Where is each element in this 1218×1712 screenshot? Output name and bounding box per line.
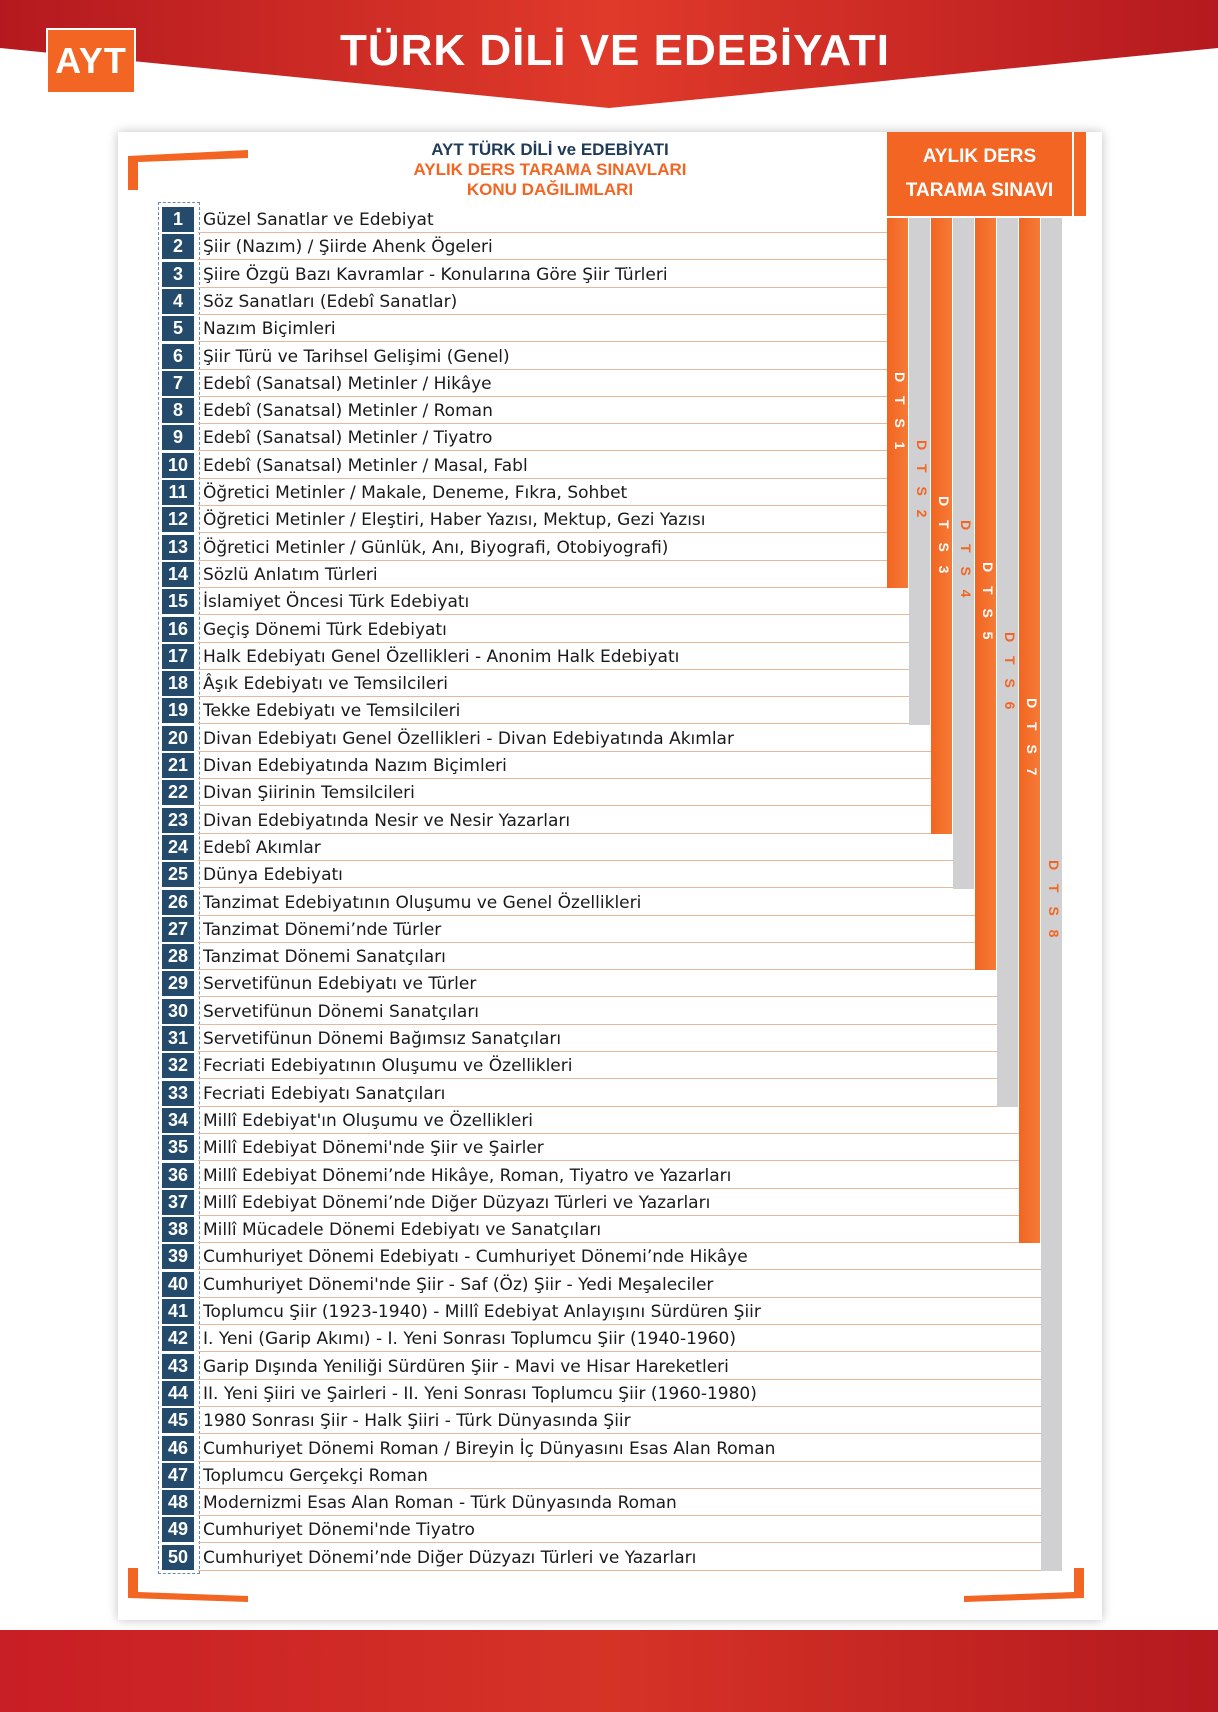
- topic-row: [158, 779, 886, 806]
- topic-number: 28: [162, 944, 194, 969]
- topic-number: 31: [162, 1026, 194, 1051]
- topic-number: 17: [162, 644, 194, 669]
- topic-number: 38: [162, 1217, 194, 1242]
- topic-row: [158, 834, 886, 861]
- topic-row: [158, 1107, 886, 1134]
- topic-title: Şiire Özgü Bazı Kavramlar - Konularına Göre Şiir Türleri: [203, 264, 668, 285]
- topic-row: [158, 861, 886, 888]
- topic-row: [158, 452, 886, 479]
- topic-row: [158, 643, 886, 670]
- topic-row: [158, 889, 886, 916]
- topic-row: [158, 370, 886, 397]
- topic-title: Divan Şiirinin Temsilcileri: [203, 783, 415, 804]
- topic-title: Modernizmi Esas Alan Roman - Türk Dünyasında Roman: [203, 1493, 677, 1514]
- topic-number: 34: [162, 1108, 194, 1133]
- topic-number: 7: [162, 371, 194, 396]
- topic-row: [158, 233, 886, 260]
- topic-row: [158, 288, 886, 315]
- topic-title: Millî Edebiyat Dönemi'nde Şiir ve Şairler: [203, 1138, 544, 1159]
- topic-title: Cumhuriyet Dönemi’nde Diğer Düzyazı Türleri ve Yazarları: [203, 1547, 697, 1568]
- topic-number: 32: [162, 1053, 194, 1078]
- topic-number: 11: [162, 480, 194, 505]
- topic-title: Tekke Edebiyatı ve Temsilcileri: [203, 701, 461, 722]
- topic-title: Şiir (Nazım) / Şiirde Ahenk Ögeleri: [203, 237, 493, 258]
- topic-title: Öğretici Metinler / Eleştiri, Haber Yazısı, Mektup, Gezi Yazısı: [203, 510, 706, 531]
- topic-number: 15: [162, 589, 194, 614]
- topic-row: [158, 1462, 886, 1489]
- topic-number: 48: [162, 1490, 194, 1515]
- topic-row: [158, 616, 886, 643]
- topic-number: 14: [162, 562, 194, 587]
- exam-label-dts-6: D T S 6: [1002, 632, 1018, 715]
- topic-title: I. Yeni (Garip Akımı) - I. Yeni Sonrası Toplumcu Şiir (1940-1960): [203, 1329, 736, 1350]
- topic-number: 16: [162, 617, 194, 642]
- topic-title: Cumhuriyet Dönemi'nde Tiyatro: [203, 1520, 475, 1541]
- topic-number: 46: [162, 1436, 194, 1461]
- topic-row: [158, 424, 886, 451]
- exam-label-dts-1: D T S 1: [892, 372, 908, 455]
- topic-row: [158, 697, 886, 724]
- topic-row: [158, 998, 886, 1025]
- topic-title: Millî Edebiyat Dönemi’nde Diğer Düzyazı Türleri ve Yazarları: [203, 1192, 711, 1213]
- topic-number: 24: [162, 835, 194, 860]
- topic-number: 8: [162, 398, 194, 423]
- exam-column-header: [887, 132, 1072, 216]
- topic-title: Tanzimat Edebiyatının Oluşumu ve Genel Özellikleri: [203, 892, 642, 913]
- topic-number: 2: [162, 234, 194, 259]
- topic-row: [158, 970, 886, 997]
- card-title: [300, 140, 800, 200]
- topic-row: [158, 807, 886, 834]
- topic-number: 5: [162, 316, 194, 341]
- topic-title: Öğretici Metinler / Makale, Deneme, Fıkra, Sohbet: [203, 483, 628, 503]
- topic-row: [158, 206, 886, 233]
- topic-title: Nazım Biçimleri: [203, 319, 336, 340]
- topic-title: II. Yeni Şiiri ve Şairleri - II. Yeni Sonrası Toplumcu Şiir (1960-1980): [203, 1383, 757, 1404]
- topic-title: Servetifünun Dönemi Sanatçıları: [203, 1001, 480, 1022]
- exam-label-dts-7: D T S 7: [1024, 698, 1040, 781]
- topic-title: Millî Edebiyat Dönemi’nde Hikâye, Roman, Tiyatro ve Yazarları: [203, 1165, 732, 1186]
- footer-bar: [0, 1630, 1218, 1712]
- corner-bracket-bottom-right: [964, 1568, 1084, 1604]
- topic-row: [158, 1162, 886, 1189]
- topic-title: Söz Sanatları (Edebî Sanatlar): [203, 291, 458, 312]
- topic-number: 25: [162, 862, 194, 887]
- topic-number: 27: [162, 917, 194, 942]
- topic-row: [158, 1353, 886, 1380]
- topic-row: [158, 1489, 886, 1516]
- topic-title: Öğretici Metinler / Günlük, Anı, Biyografi, Otobiyografi): [203, 537, 669, 558]
- topic-title: Divan Edebiyatı Genel Özellikleri - Divan Edebiyatında Akımlar: [203, 728, 734, 749]
- topic-title: Toplumcu Şiir (1923-1940) - Millî Edebiyat Anlayışını Sürdüren Şiir: [203, 1302, 761, 1322]
- topic-row: [158, 752, 886, 779]
- topic-number: 47: [162, 1463, 194, 1488]
- topic-number: 9: [162, 425, 194, 450]
- topic-number: 35: [162, 1135, 194, 1160]
- topic-row: [158, 916, 886, 943]
- topic-row: [158, 1407, 886, 1434]
- topic-title: Edebî Akımlar: [203, 837, 321, 858]
- topic-number: 4: [162, 289, 194, 314]
- topic-number: 43: [162, 1354, 194, 1379]
- topic-title: Fecriati Edebiyatı Sanatçıları: [203, 1083, 446, 1104]
- topic-title: Tanzimat Dönemi’nde Türler: [203, 919, 442, 940]
- topic-row: [158, 561, 886, 588]
- topic-title: Şiir Türü ve Tarihsel Gelişimi (Genel): [203, 346, 510, 367]
- topic-number: 12: [162, 507, 194, 532]
- exam-label-dts-5: D T S 5: [980, 562, 996, 645]
- topic-row: [158, 1025, 886, 1052]
- card-title-line3: KONU DAĞILIMLARI: [466, 180, 634, 199]
- topic-row: [158, 479, 886, 506]
- topic-title: Geçiş Dönemi Türk Edebiyatı: [203, 619, 447, 640]
- topic-title: Divan Edebiyatında Nazım Biçimleri: [203, 756, 507, 776]
- topic-number: 50: [162, 1545, 194, 1570]
- topic-number: 29: [162, 971, 194, 996]
- header-banner: [0, 0, 1218, 110]
- topic-number: 45: [162, 1408, 194, 1433]
- card-title-line2: AYLIK DERS TARAMA SINAVLARI: [413, 160, 687, 179]
- topic-title: Sözlü Anlatım Türleri: [203, 564, 378, 585]
- exam-label-dts-3: D T S 3: [936, 496, 952, 579]
- topic-number: 20: [162, 726, 194, 751]
- topic-title: Millî Edebiyat'ın Oluşumu ve Özellikleri: [203, 1110, 534, 1131]
- row-divider: [198, 1570, 1041, 1571]
- topic-row: [158, 1134, 886, 1161]
- topic-row: [158, 1544, 886, 1571]
- topic-number: 6: [162, 344, 194, 369]
- topic-title: Cumhuriyet Dönemi'nde Şiir - Saf (Öz) Şiir - Yedi Meşaleciler: [203, 1274, 714, 1295]
- topic-title: 1980 Sonrası Şiir - Halk Şiiri - Türk Dünyasında Şiir: [203, 1411, 631, 1432]
- topic-row: [158, 1435, 886, 1462]
- topic-row: [158, 588, 886, 615]
- topic-row: [158, 670, 886, 697]
- topic-title: Edebî (Sanatsal) Metinler / Masal, Fabl: [203, 455, 528, 476]
- topic-row: [158, 315, 886, 342]
- topic-number: 30: [162, 999, 194, 1024]
- exam-header-line2: TARAMA SINAVI: [905, 180, 1054, 201]
- topic-number: 41: [162, 1299, 194, 1324]
- topic-number: 33: [162, 1081, 194, 1106]
- topic-title: Servetifünun Edebiyatı ve Türler: [203, 974, 477, 995]
- topic-row: [158, 1189, 886, 1216]
- topic-title: Edebî (Sanatsal) Metinler / Hikâye: [203, 373, 492, 394]
- topic-title: Halk Edebiyatı Genel Özellikleri - Anonim Halk Edebiyatı: [203, 646, 680, 667]
- topic-number: 39: [162, 1244, 194, 1269]
- header-strip: [1074, 132, 1086, 216]
- topic-number: 22: [162, 780, 194, 805]
- topic-number: 23: [162, 808, 194, 833]
- topic-row: [158, 1080, 886, 1107]
- topic-number: 10: [162, 453, 194, 478]
- topic-number: 49: [162, 1517, 194, 1542]
- topic-row: [158, 261, 886, 288]
- topic-title: Güzel Sanatlar ve Edebiyat: [203, 210, 434, 230]
- topic-row: [158, 1243, 886, 1270]
- card-title-line1: AYT TÜRK DİLİ ve EDEBİYATI: [431, 140, 669, 159]
- topic-title: Millî Mücadele Dönemi Edebiyatı ve Sanatçıları: [203, 1220, 602, 1241]
- page-title: TÜRK DİLİ VE EDEBİYATI: [339, 26, 891, 75]
- topic-row: [158, 506, 886, 533]
- topic-row: [158, 1298, 886, 1325]
- topic-row: [158, 343, 886, 370]
- topic-row: [158, 1516, 886, 1543]
- ayt-badge: AYT: [46, 28, 136, 94]
- topic-title: Cumhuriyet Dönemi Roman / Bireyin İç Dünyasını Esas Alan Roman: [203, 1438, 776, 1459]
- topic-title: Servetifünun Dönemi Bağımsız Sanatçıları: [203, 1029, 562, 1049]
- topic-number: 40: [162, 1272, 194, 1297]
- topic-title: Divan Edebiyatında Nesir ve Nesir Yazarları: [203, 810, 571, 831]
- topic-number: 44: [162, 1381, 194, 1406]
- topic-number: 19: [162, 698, 194, 723]
- topic-row: [158, 943, 886, 970]
- topic-row: [158, 397, 886, 424]
- topic-number: 13: [162, 535, 194, 560]
- exam-label-dts-2: D T S 2: [914, 440, 930, 523]
- topic-number: 42: [162, 1326, 194, 1351]
- topic-row: [158, 1271, 886, 1298]
- topic-title: Cumhuriyet Dönemi Edebiyatı - Cumhuriyet Dönemi’nde Hikâye: [203, 1247, 748, 1268]
- topic-title: Dünya Edebiyatı: [203, 865, 343, 886]
- topic-title: Edebî (Sanatsal) Metinler / Tiyatro: [203, 428, 493, 449]
- topic-number: 3: [162, 262, 194, 287]
- topic-number: 37: [162, 1190, 194, 1215]
- topic-row: [158, 1325, 886, 1352]
- topic-title: İslamiyet Öncesi Türk Edebiyatı: [203, 592, 470, 613]
- topic-number: 21: [162, 753, 194, 778]
- topic-row: [158, 1052, 886, 1079]
- exam-header-line1: AYLIK DERS: [922, 146, 1037, 167]
- topic-title: Toplumcu Gerçekçi Roman: [203, 1465, 428, 1486]
- topic-number: 18: [162, 671, 194, 696]
- topic-row: [158, 1216, 886, 1243]
- corner-bracket-top-left: [128, 150, 248, 190]
- topic-number: 1: [162, 207, 194, 232]
- topic-title: Garip Dışında Yeniliği Sürdüren Şiir - Mavi ve Hisar Hareketleri: [203, 1356, 729, 1377]
- exam-label-dts-4: D T S 4: [958, 520, 974, 603]
- topic-title: Edebî (Sanatsal) Metinler / Roman: [203, 401, 493, 422]
- topic-title: Âşık Edebiyatı ve Temsilcileri: [203, 674, 448, 695]
- topic-row: [158, 1380, 886, 1407]
- topic-title: Tanzimat Dönemi Sanatçıları: [203, 947, 446, 968]
- topic-title: Fecriati Edebiyatının Oluşumu ve Özellikleri: [203, 1056, 573, 1077]
- topic-number: 36: [162, 1163, 194, 1188]
- topic-number: 26: [162, 890, 194, 915]
- exam-label-dts-8: D T S 8: [1046, 860, 1062, 943]
- topic-row: [158, 725, 886, 752]
- topic-row: [158, 534, 886, 561]
